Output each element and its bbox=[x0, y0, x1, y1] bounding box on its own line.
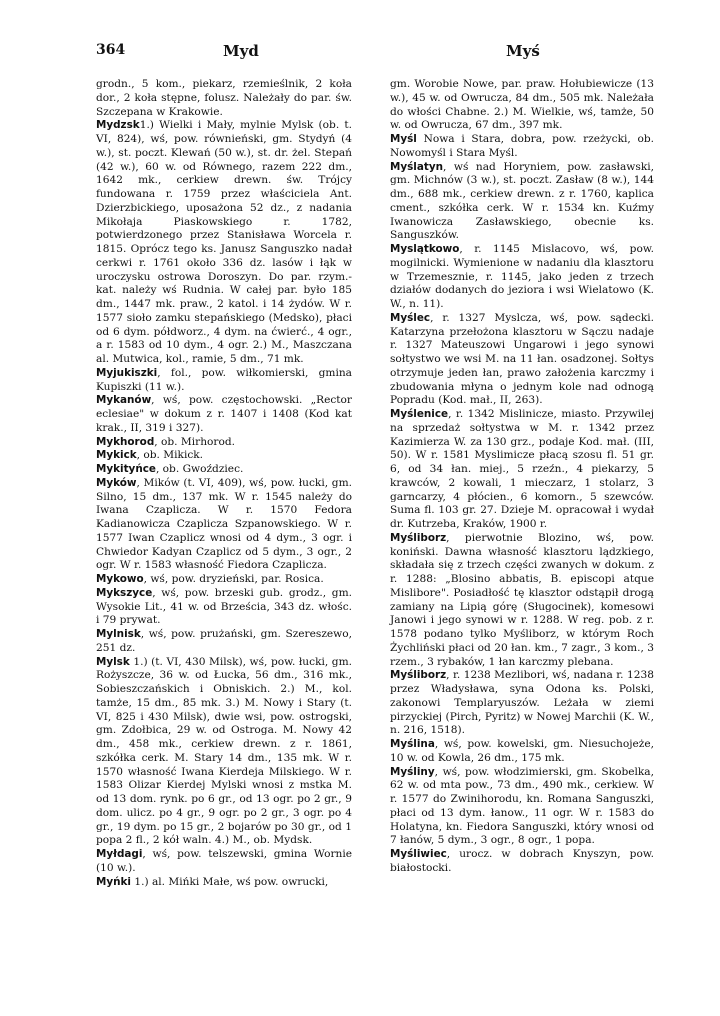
entry-headword: Mykanów bbox=[96, 394, 152, 407]
entry-text: , wś, pow. prużański, gm. Szereszewo, 251 dz. bbox=[96, 628, 352, 654]
entry-text: , ob. Mikick. bbox=[136, 449, 204, 462]
dictionary-entry bbox=[96, 477, 352, 573]
dictionary-entry bbox=[96, 78, 352, 119]
entry-text: , pierwotnie Blozino, wś, pow. koniński. Dawna własność klasztoru lądzkiego, składała się z trzech części zwanych w dokum. z r. 1288: „Blosino abbatis, B. episcopi atque Mislibore". Posiadłość tę klasztor odstąpił drogą zamiany na Lipią górę (Sługocinek), komesowi Janowi i jego synowi w r. 1288. W reg. pob. z r. 1578 podano tylko Myśliborz, w którym Roch Żychliński płaci od 20 łan. km., 7 zagr., 3 kom., 3 rzem., 3 rybaków, 1 łan karczmy plebana. bbox=[390, 531, 654, 668]
entry-headword: Myslątkowo bbox=[390, 243, 460, 255]
dictionary-entry bbox=[390, 848, 654, 876]
right-column bbox=[390, 78, 654, 876]
dictionary-entry bbox=[96, 848, 352, 876]
dictionary-entry bbox=[96, 449, 352, 463]
entry-headword: Myków bbox=[96, 476, 137, 489]
dictionary-entry bbox=[96, 436, 352, 450]
right-running-head: Myś bbox=[506, 42, 540, 60]
dictionary-entry bbox=[96, 656, 352, 849]
dictionary-entry bbox=[390, 738, 654, 766]
entry-headword: Mydzsk bbox=[96, 119, 140, 132]
entry-headword: Myśl bbox=[390, 133, 417, 145]
dictionary-entry bbox=[390, 133, 654, 161]
dictionary-entry bbox=[390, 312, 654, 408]
entry-headword: Myślina bbox=[390, 738, 435, 750]
dictionary-entry bbox=[96, 876, 352, 890]
entry-text: , wś nad Horyniem, pow. zasławski, gm. Michnów (3 w.), st. poczt. Zasław (8 w.), 144 dm., 688 mk., cerkiew drewn. z r. 1760, kaplica cment., szkółka cerk. W r. 1534 kn. Kuźmy Iwanowicza Zasławskiego, obecnie ks. Sanguszków. bbox=[390, 160, 654, 242]
entry-text: , fol., pow. wiłkomierski, gmina Kupiszki (11 w.). bbox=[96, 366, 352, 393]
entry-text: , ob. Gwoździec. bbox=[155, 463, 244, 475]
dictionary-entry bbox=[96, 573, 352, 587]
entry-headword: Mykhorod bbox=[96, 435, 155, 448]
dictionary-entry bbox=[390, 532, 654, 670]
dictionary-entry bbox=[390, 669, 654, 738]
entry-text: Nowa i Stara, dobra, pow. rzeżycki, ob. Nowomyśl i Stara Myśl. bbox=[390, 133, 654, 159]
dictionary-entry bbox=[96, 587, 352, 628]
entry-headword: Myślenice bbox=[390, 408, 449, 420]
entry-text: grodn., 5 kom., piekarz, rzemieślnik, 2 koła dor., 2 koła stępne, folusz. Należały do par. św. Szczepana w Krakowie. bbox=[96, 78, 352, 118]
entry-headword: Myńki bbox=[96, 875, 131, 888]
dictionary-entry bbox=[390, 243, 654, 312]
entry-text: , wś, pow. brzeski gub. grodz., gm. Wysokie Lit., 41 w. od Brześcia, 343 dz. włośc. i 79 prywat. bbox=[96, 586, 352, 627]
dictionary-entry bbox=[96, 367, 352, 395]
page-header bbox=[96, 42, 660, 62]
entry-headword: Myśliwiec bbox=[390, 848, 447, 860]
entry-headword: Myślatyn bbox=[390, 160, 444, 173]
dictionary-entry bbox=[96, 119, 352, 367]
entry-text: , r. 1342 Mislinicze, miasto. Przywilej na sprzedaż sołtystwa w M. r. 1342 przez Kazimierza W. za 130 grz., podaje Kod. mał. (III, 50). W r. 1581 Myslimicze płacą szosu fl. 51 gr. 6, od 34 łan. miej., 5 rzeźn., 4 piekarzy, 5 krawców, 2 kowali, 1 mieczarz, 1 stolarz, 3 garncarzy, 4 płócien., 6 komorn., 5 szewców. Suma fl. 103 gr. 27. Dzieje M. opracował i wydał dr. Kutrzeba, Kraków, 1900 r. bbox=[390, 408, 654, 530]
dictionary-entry bbox=[390, 161, 654, 244]
entry-headword: Mykityńce bbox=[96, 463, 156, 475]
page-number: 364 bbox=[96, 42, 126, 58]
dictionary-entry bbox=[390, 408, 654, 532]
entry-text: , r. 1327 Myslcza, wś, pow. sądecki. Katarzyna przełożona klasztoru w Sączu nadaje r. 1327 Mateuszowi Ungarowi i jego synowi sołtystwo we wsi M. na 11 łan. osadzonej. Sołtys otrzymuje jeden łan, prawo założenia karczmy i zbudowania młyna o jednym kole nad odnogą Popradu (Kod. mał., II, 263). bbox=[390, 311, 654, 407]
dictionary-entry bbox=[390, 766, 654, 849]
entry-text: gm. Worobie Nowe, par. praw. Hołubiewicze (13 w.), 45 w. od Owrucza, 84 dm., 505 mk. Należała do włości Chabne. 2.) M. Wielkie, wś, tamże, 50 w. od Owrucza, 67 dm., 397 mk. bbox=[390, 78, 654, 132]
dictionary-entry bbox=[96, 394, 352, 435]
dictionary-entry bbox=[390, 78, 654, 133]
entry-text: 1.) al. Mińki Małe, wś pow. owrucki, bbox=[130, 875, 329, 888]
entry-headword: Mylsk bbox=[96, 655, 130, 668]
entry-headword: Myłdagi bbox=[96, 848, 143, 860]
left-column bbox=[96, 78, 352, 889]
entry-headword: Myśliborz bbox=[390, 531, 447, 544]
entry-text: , wś, pow. dryzieński, par. Rosica. bbox=[143, 573, 324, 585]
dictionary-entry bbox=[96, 463, 352, 477]
entry-text: , wś, pow. telszewski, gmina Wornie (10 w.). bbox=[96, 848, 352, 874]
entry-headword: Myjukiszki bbox=[96, 366, 158, 379]
entry-text: , wś, pow. włodzimierski, gm. Skobelka, 62 w. od mta pow., 73 dm., 490 mk., cerkiew. W r. 1577 do Zwinihorodu, kn. Romana Sanguszki, płaci od 13 dym. łanow., 11 ogr. W r. 1583 do Holatyna, kn. Fiedora Sanguszki, który wnosi od 7 łanów, 5 dym., 3 ogr., 8 ogr., 1 popa. bbox=[390, 765, 654, 847]
entry-headword: Mykszyce bbox=[96, 586, 153, 599]
entry-text: , wś, pow. częstochowski. „Rector eclesiae" w dokum z r. 1407 i 1408 (Kod kat krak., II, 319 i 327). bbox=[96, 394, 352, 434]
entry-text: , r. 1145 Mislacovo, wś, pow. mogilnicki. Wymienione w nadaniu dla klasztoru w Trzemesznie, r. 1145, jako jeden z trzech działów dodanych do jeziora i wsi Wielatowo (K. W., n. 11). bbox=[390, 243, 654, 310]
dictionary-entry bbox=[96, 628, 352, 656]
entry-text: , ob. Mirhorod. bbox=[154, 435, 235, 448]
entry-headword: Myśliny bbox=[390, 765, 435, 778]
entry-headword: Mykick bbox=[96, 449, 137, 462]
entry-text: 1.) (t. VI, 430 Milsk), wś, pow. łucki, gm. Rożyszcze, 36 w. od Łucka, 56 dm., 316 mk., Sobieszczańskich i Obniskich. 2.) M., kol. tamże, 15 dm., 85 mk. 3.) M. Nowy i Stary (t. VI, 825 i 430 Milsk), dwie wsi, pow. ostrogski, gm. Zdołbica, 29 w. od Ostroga. M. Nowy 42 dm., 458 mk., cerkiew drewn. z r. 1861, szkółka cerk. M. Stary 14 dm., 135 mk. W r. 1570 własność Iwana Kierdeja Milskiego. W r. 1583 Olizar Kierdej Mylski wnosi z mstka M. od 13 dom. rynk. po 6 gr., od 13 ogr. po 2 gr., 9 dom. ulicz. po 4 gr., 9 ogr. po 2 gr., 3 ogr. po 4 gr., 19 dym. po 15 gr., 2 bojarów po 30 gr., od 1 popa 2 fl., 2 kół waln. 4.) M., ob. Mydsk. bbox=[96, 655, 352, 847]
entry-headword: Mylnisk bbox=[96, 628, 141, 640]
entry-headword: Myślec bbox=[390, 311, 431, 324]
entry-text: 1.) Wielki i Mały, mylnie Mylsk (ob. t. VI, 824), wś, pow. równieński, gm. Stydyń (4 w.), st. poczt. Klewań (50 w.), st. dr. żel. Stepań (42 w.), 60 w. od Równego, razem 222 dm., 1642 mk., cerkiew drewn. św. Trójcy fundowana r. 1759 przez właściciela Ant. Dzierzbickiego, uposażona 52 dz., z nadania Mikołaja Piaskowskiego r. 1782, potwierdzonego przez Stanisława Worcela r. 1815. Oprócz tego ks. Janusz Sanguszko nadał cerkwi r. 1761 około 336 dz. lasów i łąk w uroczysku ostrowa Doroszyn. Do par. rzym.-kat. należy wś Rudnia. W całej par. było 185 dm., 1447 mk. praw., 2 katol. i 14 żydów. W r. 1577 sioło zamku stepańskiego (Medsko), płaci od 6 dym. półdworz., 4 dym. na ćwierć., 4 ogr., a r. 1583 od 10 dym., 4 ogr. 2.) M., Maszczana al. Mutwica, kol., ramie, 5 dm., 71 mk. bbox=[96, 119, 352, 365]
entry-headword: Mykowo bbox=[96, 573, 144, 585]
entry-text: , urocz. w dobrach Knyszyn, pow. białostocki. bbox=[390, 848, 654, 874]
left-running-head: Myd bbox=[223, 42, 259, 60]
entry-text: , wś, pow. kowelski, gm. Niesuchojeże, 10 w. od Kowla, 26 dm., 175 mk. bbox=[390, 738, 654, 764]
entry-text: , r. 1238 Mezlibori, wś, nadana r. 1238 przez Władysława, syna Odona ks. Polski, zakonowi Templaryuszów. Leżała w ziemi pirzyckiej (Pirch, Pyritz) w Nowej Marchii (K. W., n. 216, 1518). bbox=[390, 669, 654, 737]
entry-headword: Myśliborz bbox=[390, 669, 447, 682]
entry-text: , Mików (t. VI, 409), wś, pow. łucki, gm. Silno, 15 dm., 137 mk. W r. 1545 należy do Iwana Czaplicza. W r. 1570 Fedora Kadianowicza Czaplicza Szpanowskiego. W r. 1577 Iwan Czaplicz wnosi od 4 dym., 3 ogr. i Chwiedor Kadyan Czaplicz od 5 dym., 3 ogr., 2 ogr. W r. 1583 własność Fiedora Czaplicza. bbox=[96, 476, 352, 572]
